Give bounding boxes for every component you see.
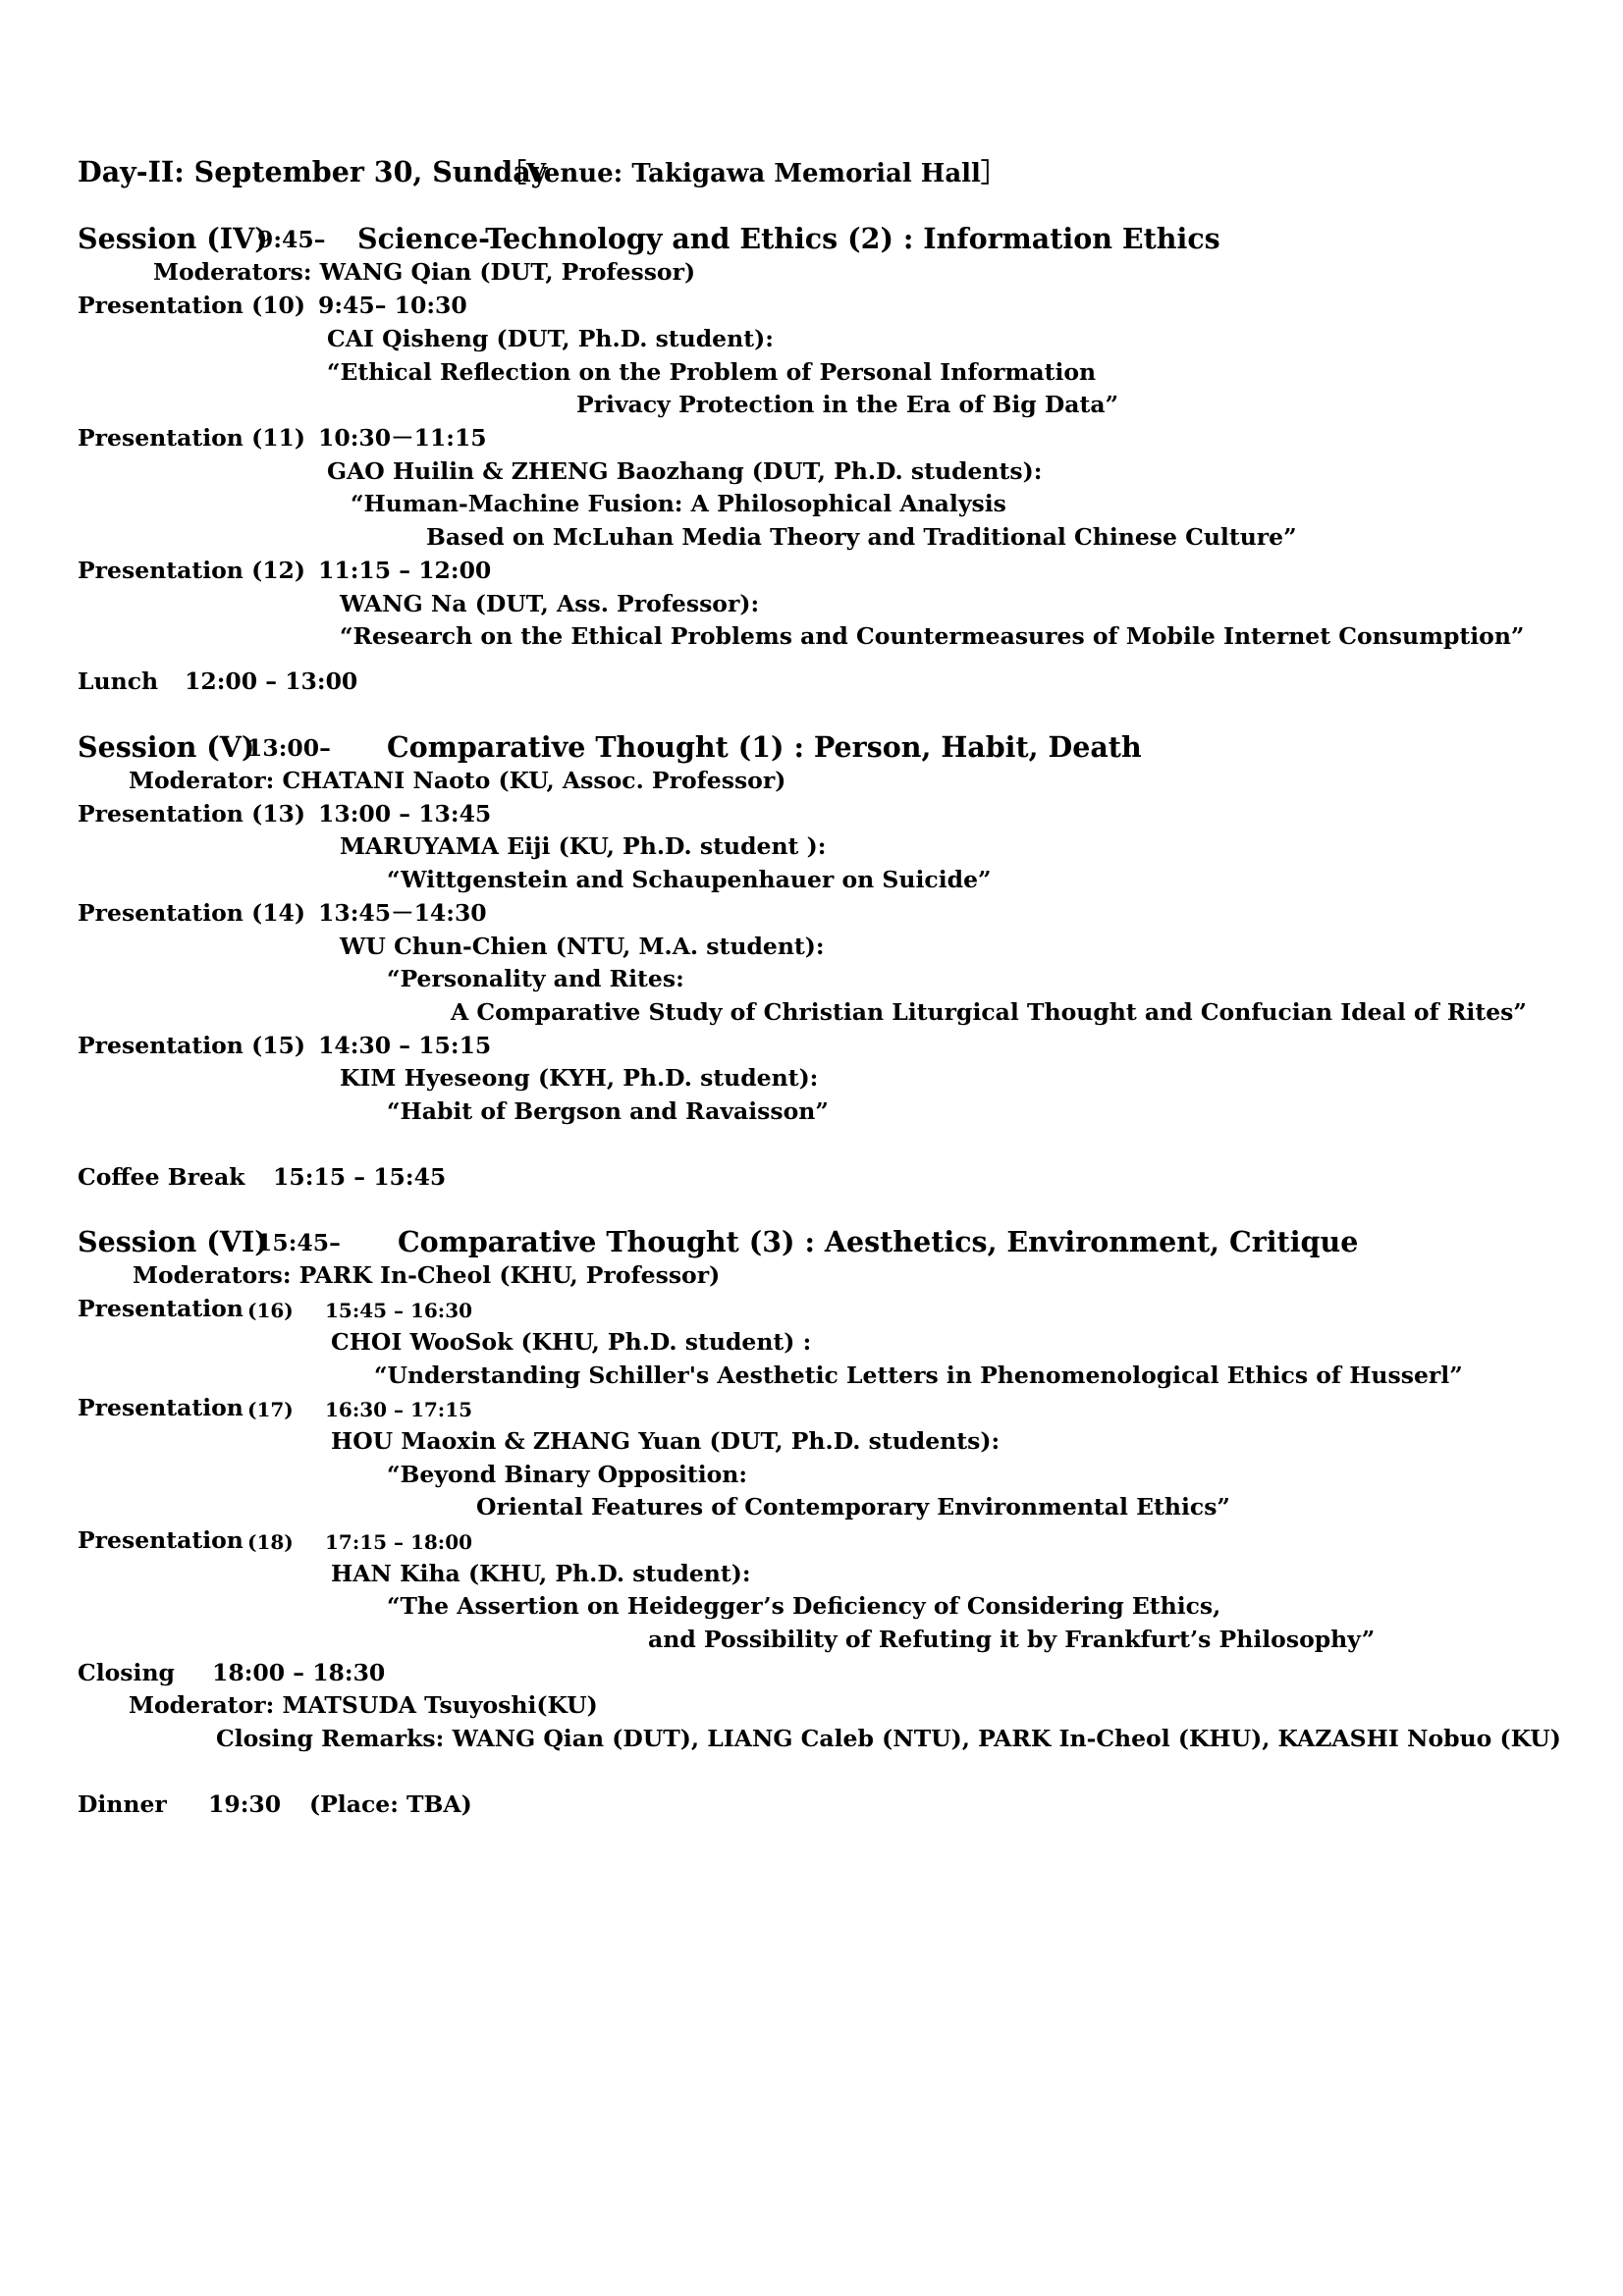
p13-title-1: “Wittgenstein and Schaupenhauer on Suicide” [387, 866, 992, 893]
coffee-time: 15:15 – 15:45 [273, 1163, 447, 1191]
session6-title: Comparative Thought (3) : Aesthetics, Environment, Critique [398, 1225, 1359, 1258]
session4-time: 9:45– [257, 226, 326, 253]
p16-speaker: CHOI WooSok (KHU, Ph.D. student) : [331, 1328, 812, 1356]
p12-title-1: “Research on the Ethical Problems and Countermeasures of Mobile Internet Consumption” [340, 622, 1525, 650]
dinner-label: Dinner [78, 1790, 167, 1818]
p17-label: Presentation [78, 1394, 243, 1421]
p11-label: Presentation (11) [78, 424, 306, 452]
p17-num: (17) [247, 1398, 294, 1421]
p15-title-1: “Habit of Bergson and Ravaisson” [387, 1097, 829, 1125]
p14-time: 13:45－14:30 [318, 899, 487, 927]
p14-speaker: WU Chun-Chien (NTU, M.A. student): [340, 933, 825, 960]
p12-speaker: WANG Na (DUT, Ass. Professor): [340, 590, 760, 617]
p18-label: Presentation [78, 1526, 243, 1554]
closing-time: 18:00 – 18:30 [212, 1659, 386, 1686]
p14-title-2: A Comparative Study of Christian Liturgical Thought and Confucian Ideal of Rites” [451, 998, 1527, 1026]
session4-label: Session (IV) [78, 222, 268, 255]
p11-speaker: GAO Huilin & ZHENG Baozhang (DUT, Ph.D. students): [327, 457, 1043, 485]
p16-label: Presentation [78, 1295, 243, 1322]
p18-time: 17:15 – 18:00 [325, 1530, 473, 1554]
lunch-time: 12:00 – 13:00 [185, 667, 358, 695]
p14-label: Presentation (14) [78, 899, 306, 927]
p17-time: 16:30 – 17:15 [325, 1398, 473, 1421]
p10-title-1: “Ethical Reflection on the Problem of Personal Information [327, 358, 1097, 386]
dinner-time: 19:30 [208, 1790, 282, 1818]
p18-num: (18) [247, 1530, 294, 1554]
day-title: Day-II: September 30, Sunday [78, 155, 548, 188]
p18-title-1: “The Assertion on Heidegger’s Deficiency of Considering Ethics, [387, 1592, 1221, 1620]
p17-title-2: Oriental Features of Contemporary Environmental Ethics” [476, 1493, 1230, 1521]
session4-moderator: Moderators: WANG Qian (DUT, Professor) [153, 258, 696, 286]
session4-title: Science-Technology and Ethics (2) : Information Ethics [357, 222, 1220, 255]
p12-label: Presentation (12) [78, 557, 306, 584]
p10-time: 9:45– 10:30 [318, 292, 467, 319]
p13-time: 13:00 – 13:45 [318, 800, 492, 828]
p11-time: 10:30－11:15 [318, 424, 487, 452]
p11-title-1: “Human-Machine Fusion: A Philosophical Analysis [351, 490, 1006, 517]
lunch-label: Lunch [78, 667, 159, 695]
session5-label: Session (V) [78, 730, 255, 764]
session6-time: 15:45– [256, 1229, 341, 1256]
session5-title: Comparative Thought (1) : Person, Habit, Death [387, 730, 1142, 764]
p11-title-2: Based on McLuhan Media Theory and Traditional Chinese Culture” [426, 523, 1297, 551]
p16-num: (16) [247, 1299, 294, 1322]
closing-remarks: Closing Remarks: WANG Qian (DUT), LIANG Caleb (NTU), PARK In-Cheol (KHU), KAZASHI Nobuo (KU) [216, 1725, 1561, 1752]
p13-speaker: MARUYAMA Eiji (KU, Ph.D. student ): [340, 832, 827, 860]
session6-moderator: Moderators: PARK In-Cheol (KHU, Professor) [133, 1261, 721, 1289]
p13-label: Presentation (13) [78, 800, 306, 828]
p15-time: 14:30 – 15:15 [318, 1032, 492, 1059]
p10-title-2: Privacy Protection in the Era of Big Data” [576, 391, 1119, 418]
coffee-label: Coffee Break [78, 1163, 245, 1191]
p17-speaker: HOU Maoxin & ZHANG Yuan (DUT, Ph.D. students): [331, 1427, 1001, 1455]
p18-speaker: HAN Kiha (KHU, Ph.D. student): [331, 1560, 751, 1587]
venue: ［Venue: Takigawa Memorial Hall］ [501, 159, 1006, 188]
p14-title-1: “Personality and Rites: [387, 965, 684, 992]
p17-title-1: “Beyond Binary Opposition: [387, 1461, 748, 1488]
session5-time: 13:00– [246, 734, 331, 762]
p10-speaker: CAI Qisheng (DUT, Ph.D. student): [327, 325, 774, 352]
p15-label: Presentation (15) [78, 1032, 306, 1059]
p15-speaker: KIM Hyeseong (KYH, Ph.D. student): [340, 1064, 819, 1092]
session6-label: Session (VI) [78, 1225, 268, 1258]
closing-moderator: Moderator: MATSUDA Tsuyoshi(KU) [129, 1691, 598, 1719]
p12-time: 11:15 – 12:00 [318, 557, 492, 584]
closing-label: Closing [78, 1659, 175, 1686]
p16-title-1: “Understanding Schiller's Aesthetic Letters in Phenomenological Ethics of Husserl” [374, 1362, 1463, 1389]
session5-moderator: Moderator: CHATANI Naoto (KU, Assoc. Professor) [129, 767, 786, 794]
p18-title-2: and Possibility of Refuting it by Frankfurt’s Philosophy” [648, 1626, 1376, 1653]
p16-time: 15:45 – 16:30 [325, 1299, 473, 1322]
dinner-place: (Place: TBA) [309, 1790, 472, 1818]
p10-label: Presentation (10) [78, 292, 306, 319]
